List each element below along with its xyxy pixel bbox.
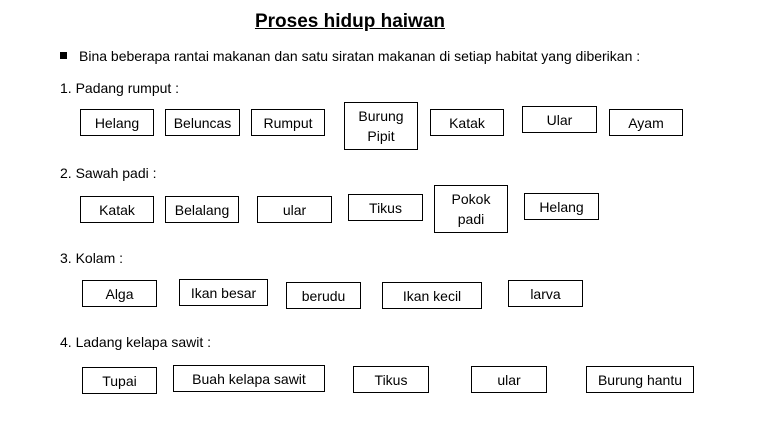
habitat-row-ladang-kelapa-sawit xyxy=(0,365,768,425)
organism-box: Katak xyxy=(80,196,154,223)
habitat-heading-sawah-padi: 2. Sawah padi : xyxy=(60,165,157,181)
organism-box: Tupai xyxy=(82,367,157,394)
page-title: Proses hidup haiwan xyxy=(254,11,446,32)
organism-box: Belalang xyxy=(165,196,239,223)
organism-box: Rumput xyxy=(251,109,325,136)
organism-box: Beluncas xyxy=(165,109,240,136)
instruction xyxy=(60,48,640,64)
organism-box: Helang xyxy=(80,109,154,136)
organism-box: ular xyxy=(471,366,547,393)
organism-box: berudu xyxy=(286,282,361,309)
organism-box: Pokok padi xyxy=(434,185,508,233)
habitat-row-kolam xyxy=(0,280,768,340)
organism-box: Buah kelapa sawit xyxy=(173,365,325,392)
organism-box: ular xyxy=(257,196,332,223)
instruction-text: Bina beberapa rantai makanan dan satu siratan makanan di setiap habitat yang diberikan : xyxy=(79,48,641,64)
habitat-row-padang-rumput xyxy=(0,102,768,162)
organism-box: Tikus xyxy=(353,366,429,393)
organism-box: larva xyxy=(508,280,583,307)
organism-box: Ayam xyxy=(609,109,683,136)
habitat-row-sawah-padi xyxy=(0,185,768,245)
organism-box: Burung hantu xyxy=(586,366,694,393)
habitat-heading-kolam: 3. Kolam : xyxy=(60,250,124,266)
organism-box: Katak xyxy=(430,109,504,136)
organism-box: Ular xyxy=(522,106,597,133)
bullet-icon xyxy=(60,52,67,59)
organism-box: Burung Pipit xyxy=(344,102,418,150)
organism-box: Ikan kecil xyxy=(382,282,482,309)
organism-box: Helang xyxy=(524,193,599,220)
organism-box: Alga xyxy=(82,280,157,307)
habitat-heading-padang-rumput: 1. Padang rumput : xyxy=(60,80,180,96)
organism-box: Ikan besar xyxy=(179,279,268,306)
organism-box: Tikus xyxy=(348,194,423,221)
habitat-heading-ladang-kelapa-sawit: 4. Ladang kelapa sawit : xyxy=(60,334,211,350)
